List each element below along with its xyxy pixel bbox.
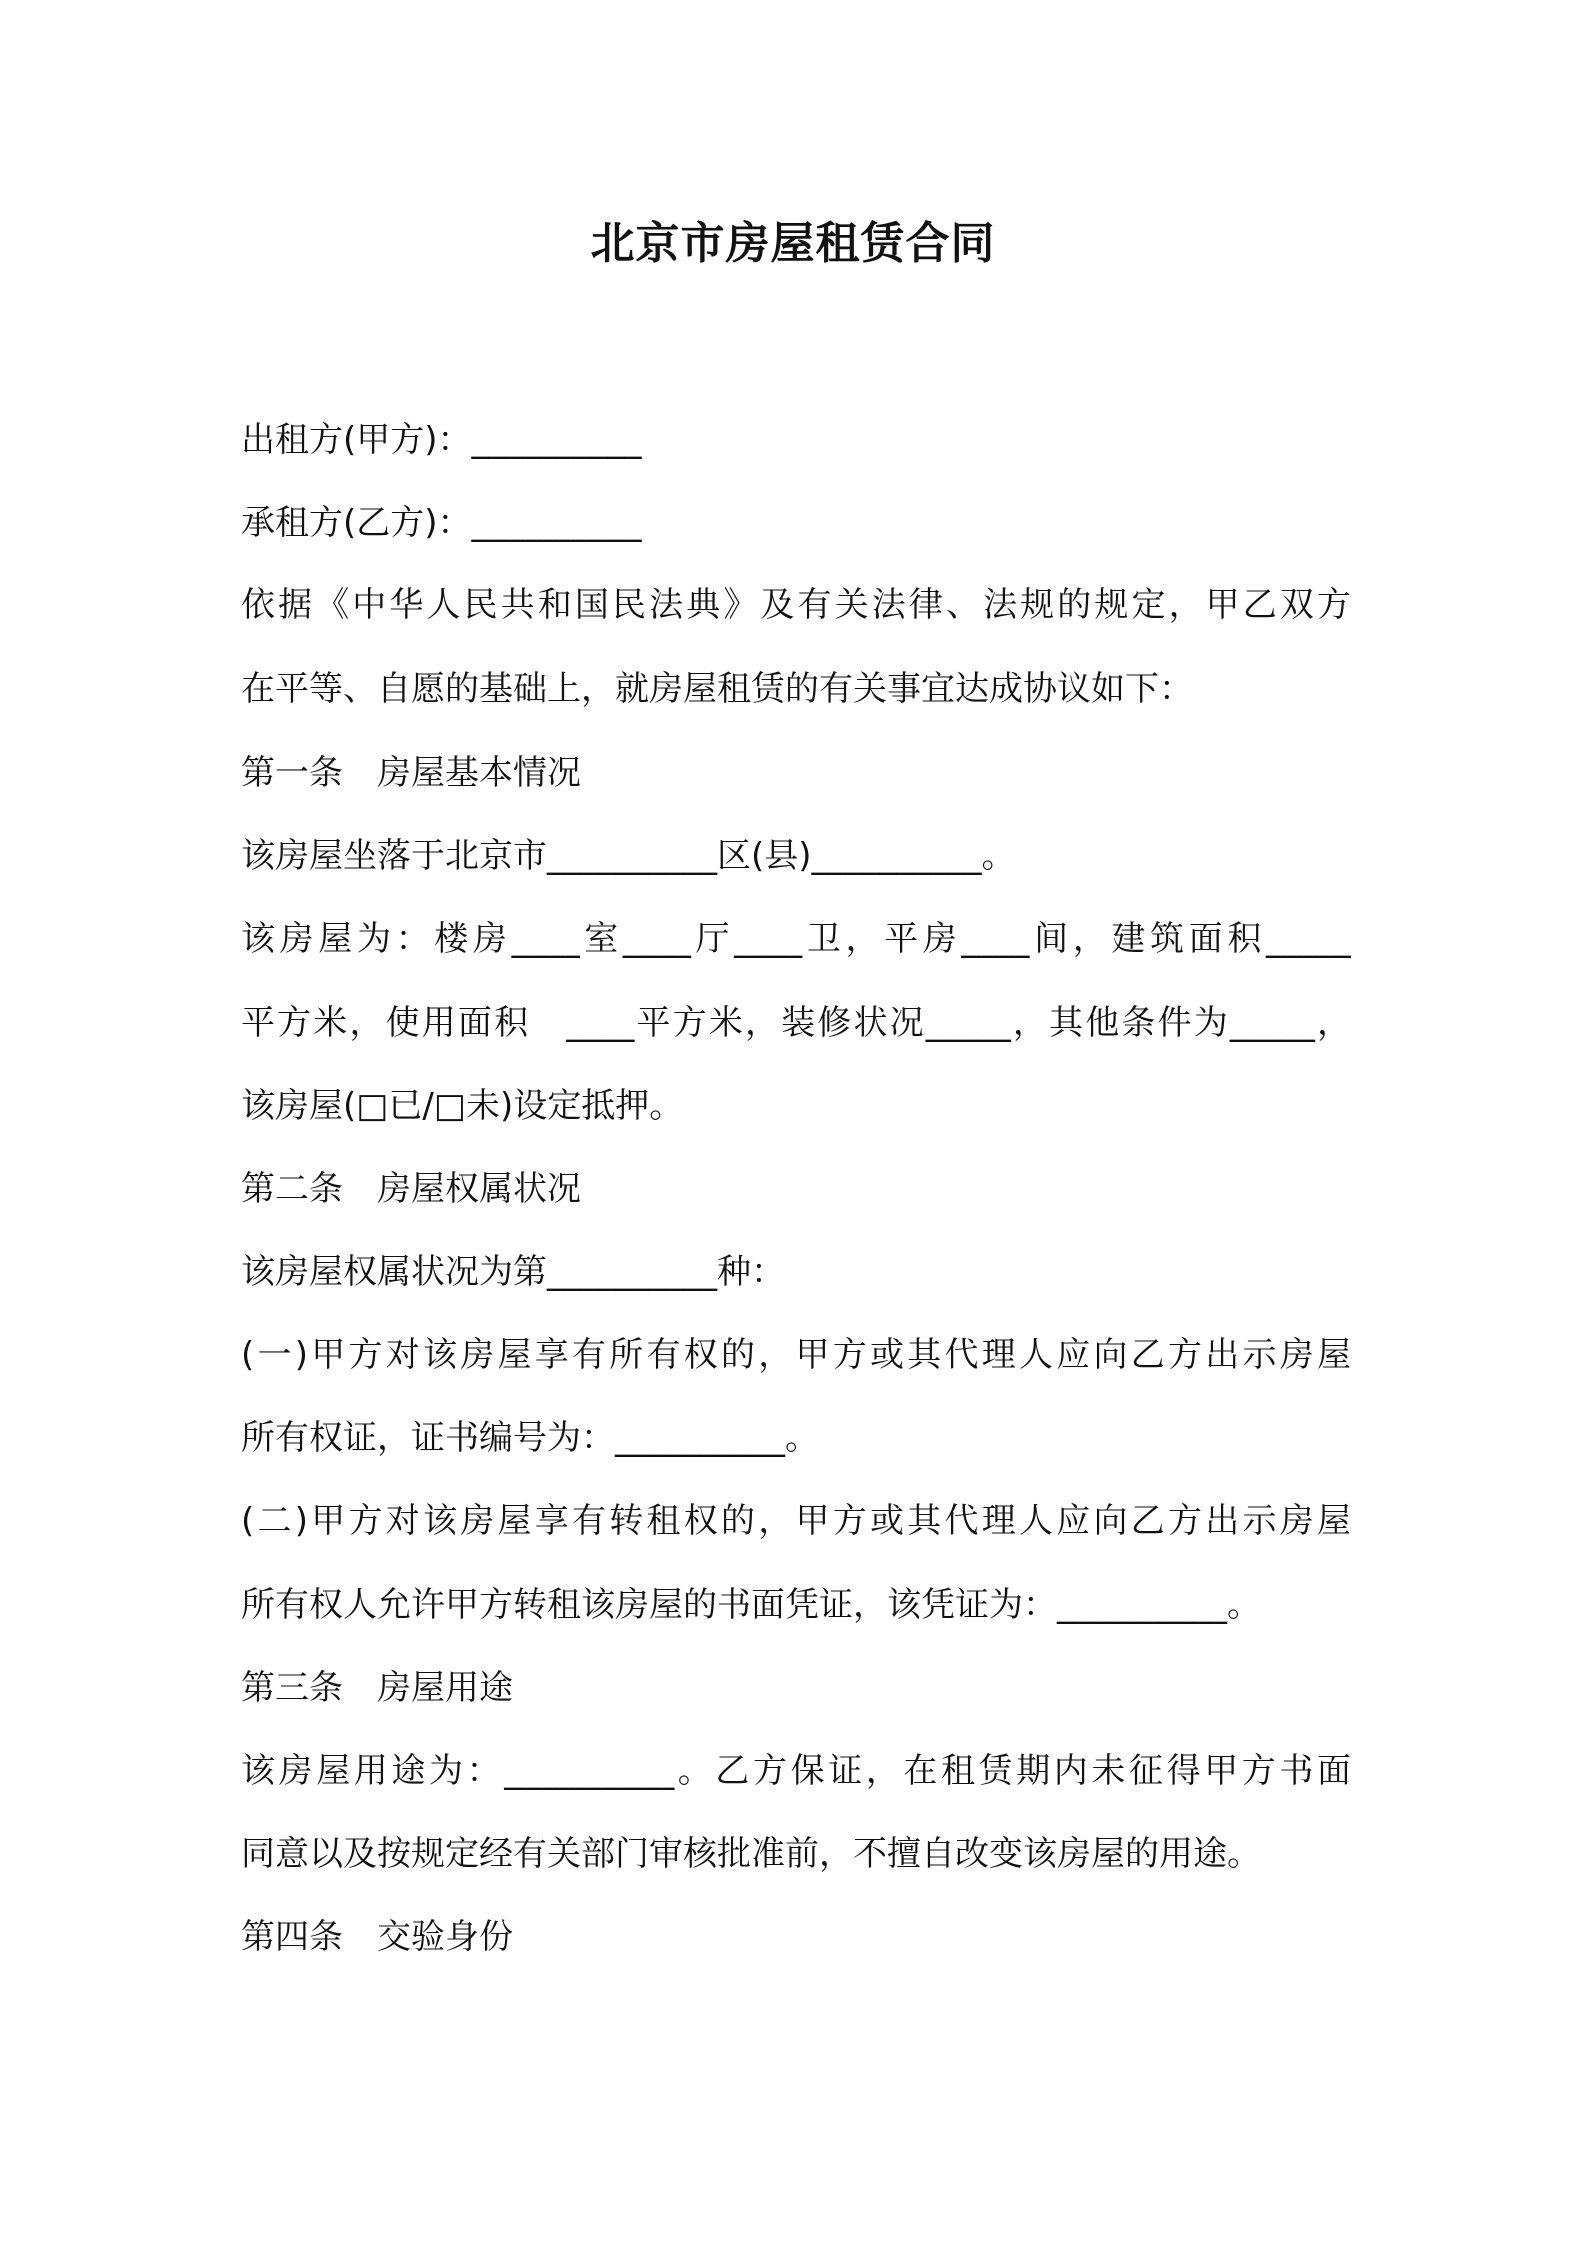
article-2-item-2-line-2: 所有权人允许甲方转租该房屋的书面凭证，该凭证为：__________。 [241, 1585, 1261, 1625]
article-2-item-2-line-1: (二)甲方对该房屋享有转租权的，甲方或其代理人应向乙方出示房屋 [241, 1501, 1351, 1541]
lessee-line: 承租方(乙方)：__________ [241, 503, 642, 543]
preamble-line-2: 在平等、自愿的基础上，就房屋租赁的有关事宜达成协议如下： [241, 669, 1193, 709]
preamble-line-1: 依据《中华人民共和国民法典》及有关法律、法规的规定，甲乙双方 [241, 585, 1351, 625]
document-title: 北京市房屋租赁合同 [590, 218, 996, 269]
article-1-mortgage-line: 该房屋(□已/□未)设定抵押。 [241, 1086, 684, 1126]
article-2-item-1-line-2: 所有权证，证书编号为：__________。 [241, 1418, 819, 1458]
article-1-layout-line: 该房屋为：楼房____室____厅____卫，平房____间，建筑面积_____ [241, 919, 1351, 959]
article-2-item-1-line-1: (一)甲方对该房屋享有所有权的，甲方或其代理人应向乙方出示房屋 [241, 1335, 1351, 1375]
article-2-heading: 第二条 房屋权属状况 [241, 1169, 581, 1209]
article-2-type-line: 该房屋权属状况为第__________种： [241, 1252, 785, 1292]
article-4-heading: 第四条 交验身份 [241, 1917, 513, 1957]
article-3-line-2: 同意以及按规定经有关部门审核批准前，不擅自改变该房屋的用途。 [241, 1834, 1261, 1874]
article-3-line-1: 该房屋用途为：__________。乙方保证，在租赁期内未征得甲方书面 [241, 1751, 1351, 1791]
article-1-area-line: 平方米，使用面积 ____平方米，装修状况_____，其他条件为_____， [241, 1003, 1351, 1043]
lessor-line: 出租方(甲方)：__________ [241, 420, 642, 460]
article-3-heading: 第三条 房屋用途 [241, 1668, 513, 1708]
article-1-heading: 第一条 房屋基本情况 [241, 753, 581, 793]
article-1-location-line: 该房屋坐落于北京市__________区(县)__________。 [241, 836, 1016, 876]
